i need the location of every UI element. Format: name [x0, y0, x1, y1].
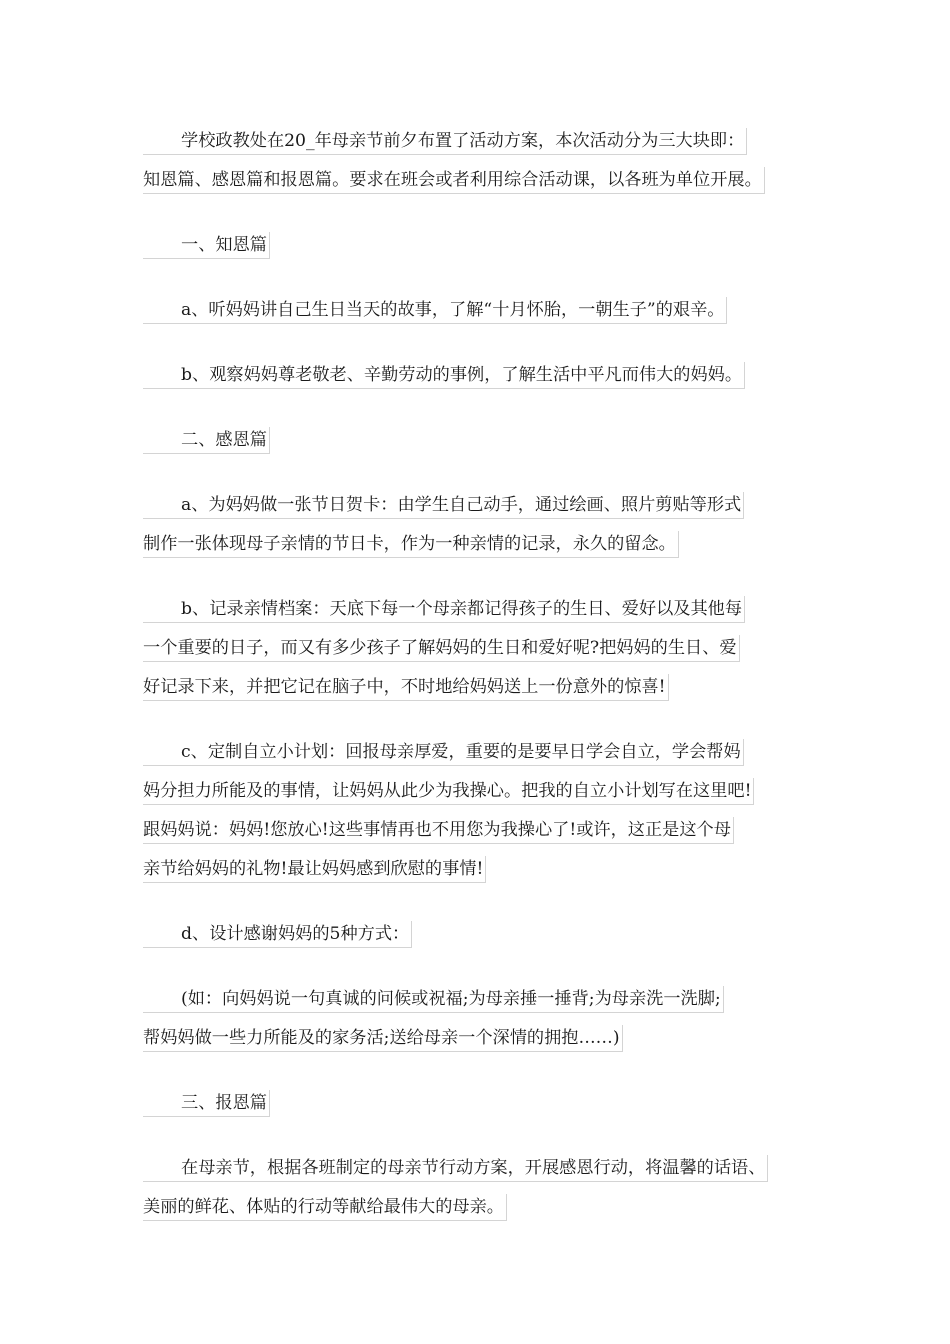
document-page: [143, 128, 809, 1259]
text-line: b、观察妈妈尊老敬老、辛勤劳动的事例，了解生活中平凡而伟大的妈妈。: [143, 362, 745, 389]
text-line: 制作一张体现母子亲情的节日卡，作为一种亲情的记录，永久的留念。: [143, 531, 679, 558]
baoen-paragraph: [143, 1155, 809, 1233]
intro-paragraph: [143, 128, 809, 206]
ganen-item-a: [143, 492, 809, 570]
heading-line: 二、感恩篇: [143, 427, 270, 454]
ganen-item-d-examples: [143, 986, 809, 1064]
text-line: c、定制自立小计划：回报母亲厚爱，重要的是要早日学会自立，学会帮妈: [143, 739, 744, 766]
text-line: 在母亲节，根据各班制定的母亲节行动方案，开展感恩行动，将温馨的话语、: [143, 1155, 768, 1182]
zhien-item-a: [143, 297, 809, 336]
ganen-item-c: [143, 739, 809, 895]
text-line: 一个重要的日子，而又有多少孩子了解妈妈的生日和爱好呢?把妈妈的生日、爱: [143, 635, 740, 662]
text-line: 妈分担力所能及的事情，让妈妈从此少为我操心。把我的自立小计划写在这里吧!: [143, 778, 754, 805]
text-line: 帮妈妈做一些力所能及的家务活;送给母亲一个深情的拥抱……): [143, 1025, 623, 1052]
text-line: 亲节给妈妈的礼物!最让妈妈感到欣慰的事情!: [143, 856, 486, 883]
text-line: (如：向妈妈说一句真诚的问候或祝福;为母亲捶一捶背;为母亲洗一洗脚;: [143, 986, 724, 1013]
ganen-item-d: [143, 921, 809, 960]
text-line: 学校政教处在20_年母亲节前夕布置了活动方案，本次活动分为三大块即：: [143, 128, 747, 155]
text-line: d、设计感谢妈妈的5种方式：: [143, 921, 412, 948]
heading-line: 三、报恩篇: [143, 1090, 270, 1117]
section-heading-zhien: [143, 232, 809, 271]
ganen-item-b: [143, 596, 809, 713]
text-line: 好记录下来，并把它记在脑子中，不时地给妈妈送上一份意外的惊喜!: [143, 674, 669, 701]
text-line: 跟妈妈说：妈妈!您放心!这些事情再也不用您为我操心了!或许，这正是这个母: [143, 817, 734, 844]
section-heading-ganen: [143, 427, 809, 466]
heading-line: 一、知恩篇: [143, 232, 270, 259]
zhien-item-b: [143, 362, 809, 401]
text-line: a、为妈妈做一张节日贺卡：由学生自己动手，通过绘画、照片剪贴等形式: [143, 492, 744, 519]
text-line: b、记录亲情档案：天底下每一个母亲都记得孩子的生日、爱好以及其他每: [143, 596, 745, 623]
text-line: a、听妈妈讲自己生日当天的故事，了解“十月怀胎，一朝生子”的艰辛。: [143, 297, 727, 324]
text-line: 美丽的鲜花、体贴的行动等献给最伟大的母亲。: [143, 1194, 507, 1221]
section-heading-baoen: [143, 1090, 809, 1129]
text-line: 知恩篇、感恩篇和报恩篇。要求在班会或者利用综合活动课，以各班为单位开展。: [143, 167, 765, 194]
